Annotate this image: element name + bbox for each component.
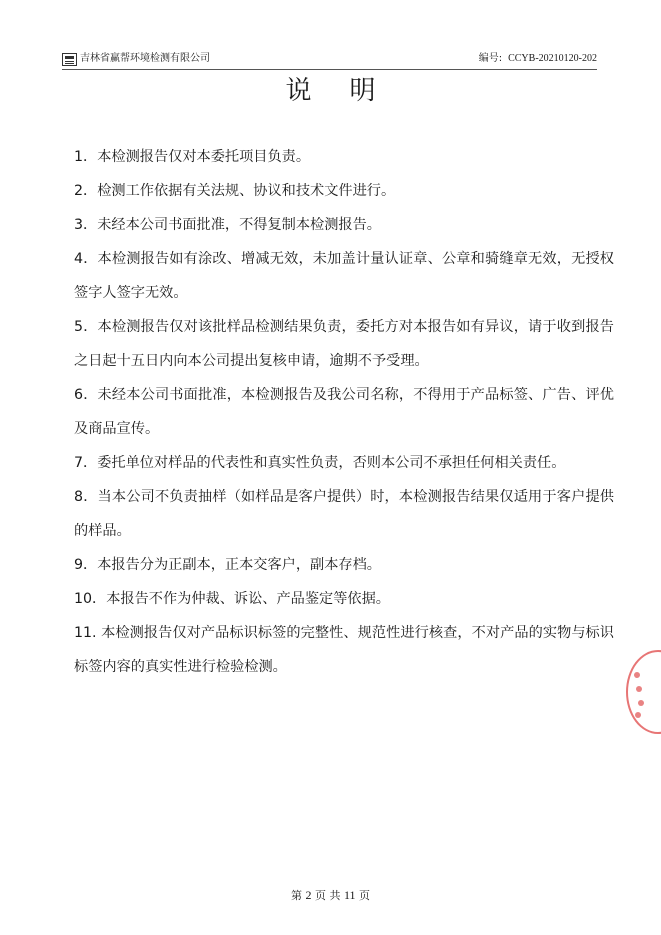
note-item-1: 1．本检测报告仅对本委托项目负责。 — [74, 149, 311, 165]
note-item-4: 4．本检测报告如有涂改、增减无效，未加盖计量认证章、公章和骑缝章无效，无授权签字人签字无效。 — [74, 251, 614, 301]
note-item-7: 7．委托单位对样品的代表性和真实性负责，否则本公司不承担任何相关责任。 — [74, 455, 566, 471]
note-item-5: 5．本检测报告仅对该批样品检测结果负责，委托方对本报告如有异议，请于收到报告之日起十五日内向本公司提出复核申请，逾期不予受理。 — [74, 319, 614, 369]
company-logo-icon — [62, 53, 77, 66]
company-name: 吉林省赢帮环境检测有限公司 — [80, 53, 210, 64]
report-number — [479, 52, 597, 66]
page-current: 2 — [305, 888, 312, 902]
note-item-8: 8．当本公司不负责抽样（如样品是客户提供）时，本检测报告结果仅适用于客户提供的样品。 — [74, 489, 614, 539]
page-header — [62, 52, 597, 66]
note-item-9: 9．本报告分为正副本，正本交客户，副本存档。 — [74, 557, 381, 573]
header-divider — [62, 69, 597, 70]
notes-list — [74, 140, 614, 684]
page-footer — [0, 888, 661, 903]
page-title: 说明 — [285, 76, 414, 106]
note-item-6: 6．未经本公司书面批准，本检测报告及我公司名称，不得用于产品标签、广告、评优及商品宣传。 — [74, 387, 614, 437]
page-label-suffix: 页 — [359, 889, 371, 902]
company-block — [62, 52, 210, 66]
red-seal-stamp — [626, 650, 661, 734]
note-item-11: 11. 本检测报告仅对产品标识标签的完整性、规范性进行核查，不对产品的实物与标识标签内容的真实性进行检验检测。 — [74, 625, 614, 675]
note-item-10: 10．本报告不作为仲裁、诉讼、产品鉴定等依据。 — [74, 591, 390, 607]
page-label-prefix: 第 — [290, 889, 302, 902]
note-item-3: 3．未经本公司书面批准，不得复制本检测报告。 — [74, 217, 381, 233]
report-number-value: CCYB-20210120-202 — [508, 53, 597, 64]
page-label-middle: 页 共 — [314, 889, 341, 902]
page-total: 11 — [343, 888, 356, 902]
report-number-label: 编号: — [478, 53, 503, 64]
note-item-2: 2．检测工作依据有关法规、协议和技术文件进行。 — [74, 183, 396, 199]
